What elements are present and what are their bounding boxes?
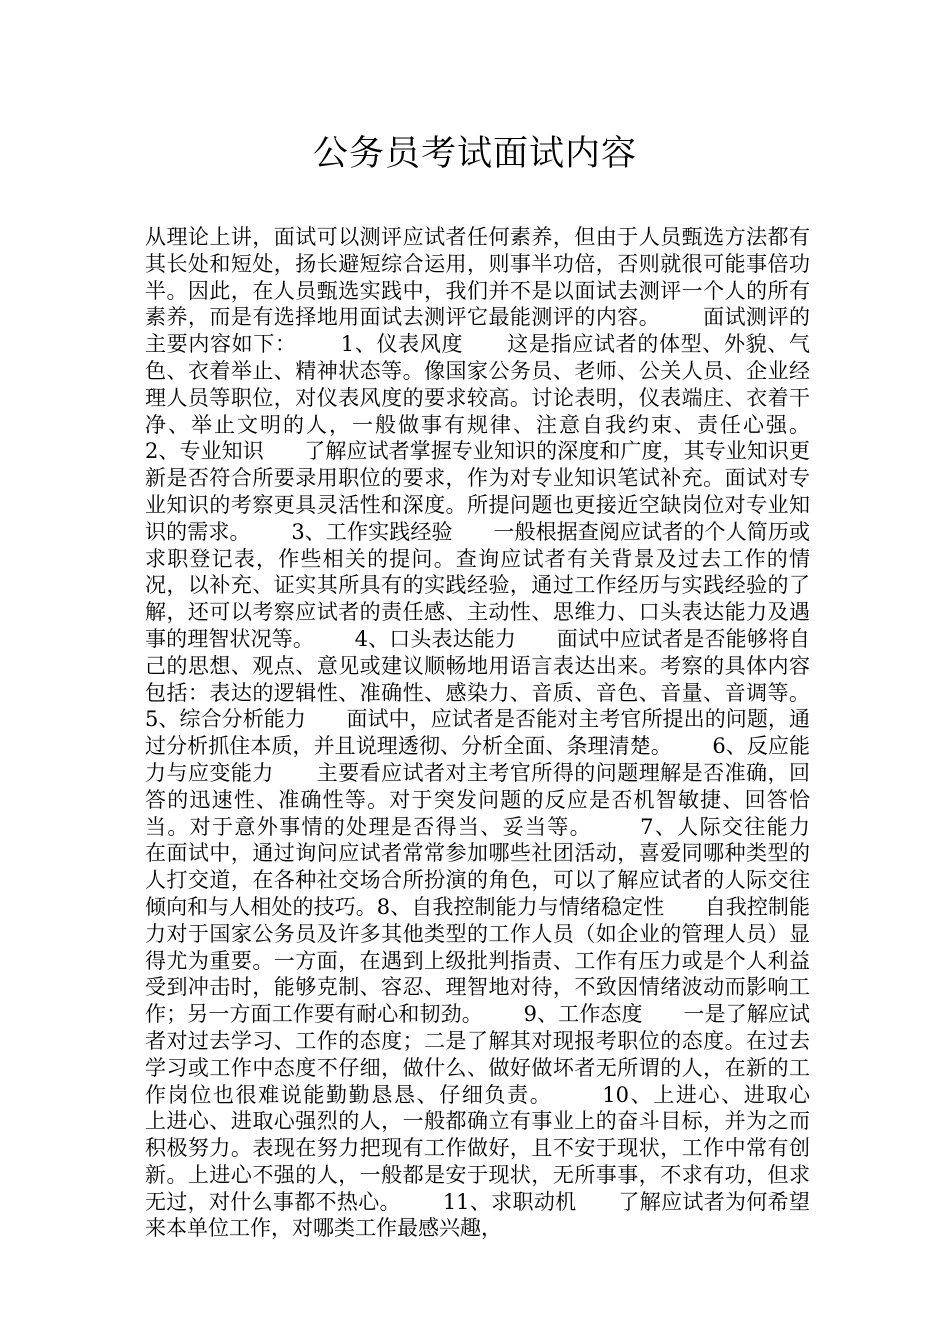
document-title: 公务员考试面试内容 [312,134,637,174]
document-body: 从理论上讲，面试可以测评应试者任何素养，但由于人员甄选方法都有其长处和短处，扬长避短综合运用，则事半功倍，否则就很可能事倍功半。因此，在人员甄选实践中，我们并不是以面试去测评一个人的所有素养，而是有选择地用面试去测评它最能测评的内容。 面试测评的主要内容如下： 1、仪表风度 这是指应试者的体型、外貌、气色、衣着举止、精神状态等。像国家公务员、老师、公关人员、企业经理人员等职位，对仪表风度的要求较高。讨论表明，仪表端庄、衣着干净、举止文明的人，一般做事有规律、注意自我约束、责任心强。 2、专业知识 了解应试者掌握专业知识的深度和广度，其专业知识更新是否符合所要录用职位的要求，作为对专业知识笔试补充。面试对专业知识的考察更具灵活性和深度。所提问题也更接近空缺岗位对专业知识的需求。 3、工作实践经验 一般根据查阅应试者的个人简历或求职登记表，作些相关的提问。查询应试者有关背景及过去工作的情况，以补充、证实其所具有的实践经验，通过工作经历与实践经验的了解，还可以考察应试者的责任感、主动性、思维力、口头表达能力及遇事的理智状况等。 4、口头表达能力 面试中应试者是否能够将自己的思想、观点、意见或建议顺畅地用语言表达出来。考察的具体内容包括：表达的逻辑性、准确性、感染力、音质、音色、音量、音调等。5、综合分析能力 面试中，应试者是否能对主考官所提出的问题，通过分析抓住本质，并且说理透彻、分析全面、条理清楚。 6、反应能力与应变能力 主要看应试者对主考官所得的问题理解是否准确，回答的迅速性、准确性等。对于突发问题的反应是否机智敏捷、回答恰当。对于意外事情的处理是否得当、妥当等。 7、人际交往能力 在面试中，通过询问应试者常常参加哪些社团活动，喜爱同哪种类型的人打交道，在各种社交场合所扮演的角色，可以了解应试者的人际交往倾向和与人相处的技巧。8、自我控制能力与情绪稳定性 自我控制能力对于国家公务员及许多其他类型的工作人员（如企业的管理人员）显得尤为重要。一方面，在遇到上级批判指责、工作有压力或是个人利益受到冲击时，能够克制、容忍、理智地对待，不致因情绪波动而影响工作；另一方面工作要有耐心和韧劲。 9、工作态度 一是了解应试者对过去学习、工作的态度；二是了解其对现报考职位的态度。在过去学习或工作中态度不仔细，做什么、做好做坏者无所谓的人，在新的工作岗位也很难说能勤勤恳恳、仔细负责。 10、上进心、进取心 上进心、进取心强烈的人，一般都确立有事业上的奋斗目标，并为之而积极努力。表现在努力把现有工作做好，且不安于现状，工作中常有创新。上进心不强的人，一般都是安于现状，无所事事，不求有功，但求无过，对什么事都不热心。 11、求职动机 了解应试者为何希望来本单位工作，对哪类工作最感兴趣， [145,225,851,1241]
